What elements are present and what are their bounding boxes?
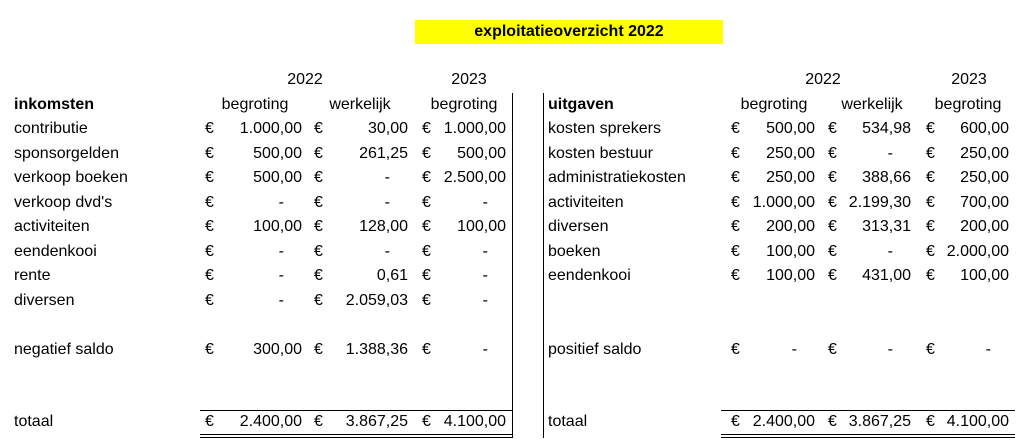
right-currency-symbol: € [828, 144, 837, 162]
right-row-label: positief saldo [548, 341, 642, 358]
left-amount-cell: - [278, 242, 284, 260]
right-amount-cell: 100,00 [960, 267, 1009, 284]
right-currency-symbol: € [828, 267, 837, 284]
left-currency-symbol: € [314, 413, 323, 430]
left-currency-symbol: € [205, 193, 214, 211]
right-currency-symbol: € [926, 218, 935, 235]
right-currency-symbol: € [828, 193, 837, 211]
left-amount-cell: - [278, 267, 284, 284]
left-row-label: totaal [14, 413, 54, 430]
left-total-top-border [200, 410, 513, 411]
right-amount-cell: 700,00 [960, 193, 1009, 211]
right-amount-cell: - [791, 341, 797, 358]
right-amount-cell: 500,00 [766, 120, 815, 137]
left-amount-cell: 500,00 [457, 144, 506, 162]
left-amount-cell: 261,25 [359, 144, 408, 162]
left-currency-symbol: € [314, 169, 323, 186]
left-currency-symbol: € [422, 413, 431, 430]
right-amount-cell: - [887, 144, 893, 162]
left-currency-symbol: € [314, 291, 323, 309]
left-amount-cell: 300,00 [253, 341, 302, 358]
left-row-label: activiteiten [14, 218, 90, 235]
left-currency-symbol: € [314, 267, 323, 284]
left-amount-cell: - [384, 169, 390, 186]
right-amount-cell: 431,00 [862, 267, 911, 284]
right-currency-symbol: € [828, 413, 837, 430]
left-currency-symbol: € [422, 218, 431, 235]
left-currency-symbol: € [314, 218, 323, 235]
right-amount-cell: - [887, 242, 893, 260]
right-amount-cell: 100,00 [766, 242, 815, 260]
left-amount-cell: - [278, 193, 284, 211]
left-amount-cell: 1.000,00 [443, 120, 506, 137]
left-currency-symbol: € [205, 341, 214, 358]
right-currency-symbol: € [731, 193, 740, 211]
left-column-header: werkelijk [329, 96, 391, 113]
right-amount-cell: 200,00 [960, 218, 1009, 235]
left-currency-symbol: € [205, 267, 214, 284]
right-amount-cell: 1.000,00 [752, 193, 815, 211]
left-year-label: 2022 [287, 71, 323, 88]
right-year-label: 2023 [951, 71, 987, 88]
right-currency-symbol: € [828, 242, 837, 260]
right-total-top-border [721, 410, 1015, 411]
right-amount-cell: 100,00 [766, 267, 815, 284]
right-amount-cell: - [887, 341, 893, 358]
right-currency-symbol: € [926, 242, 935, 260]
left-column-header: begroting [430, 96, 498, 113]
right-amount-cell: 534,98 [862, 120, 911, 137]
left-currency-symbol: € [422, 144, 431, 162]
right-currency-symbol: € [731, 218, 740, 235]
left-amount-cell: 1.000,00 [239, 120, 302, 137]
left-currency-symbol: € [205, 242, 214, 260]
right-amount-cell: 250,00 [766, 144, 815, 162]
right-row-label: kosten sprekers [548, 120, 661, 137]
right-total-double-underline-1 [721, 434, 1015, 435]
left-currency-symbol: € [422, 169, 431, 186]
left-amount-cell: 100,00 [457, 218, 506, 235]
left-column-header: begroting [221, 96, 289, 113]
right-row-label: eendenkooi [548, 267, 631, 284]
right-row-label: diversen [548, 218, 609, 235]
right-amount-cell: 250,00 [766, 169, 815, 186]
right-column-header: begroting [740, 96, 808, 113]
left-row-label: sponsorgelden [14, 144, 119, 162]
left-currency-symbol: € [422, 193, 431, 211]
left-year-label: 2023 [451, 71, 487, 88]
right-currency-symbol: € [731, 242, 740, 260]
right-amount-cell: 4.100,00 [946, 413, 1009, 430]
right-column-header: werkelijk [841, 96, 903, 113]
right-currency-symbol: € [731, 413, 740, 430]
right-row-label: kosten bestuur [548, 144, 653, 162]
left-currency-symbol: € [422, 120, 431, 137]
left-row-label: verkoop boeken [14, 169, 128, 186]
right-amount-cell: 2.000,00 [946, 242, 1009, 260]
left-amount-cell: 1.388,36 [345, 341, 408, 358]
left-amount-cell: 3.867,25 [345, 413, 408, 430]
right-currency-symbol: € [731, 341, 740, 358]
left-amount-cell: - [482, 341, 488, 358]
left-currency-symbol: € [314, 193, 323, 211]
left-currency-symbol: € [205, 120, 214, 137]
left-section-header: inkomsten [14, 96, 95, 113]
left-currency-symbol: € [314, 120, 323, 137]
left-amount-cell: 0,61 [376, 267, 408, 284]
right-amount-cell: 3.867,25 [848, 413, 911, 430]
right-total-double-underline-2 [721, 437, 1015, 438]
left-amount-cell: - [384, 242, 390, 260]
left-row-label: rente [14, 267, 51, 284]
left-table-right-border [512, 93, 513, 438]
right-currency-symbol: € [926, 169, 935, 186]
left-currency-symbol: € [205, 144, 214, 162]
left-total-double-underline-1 [200, 434, 513, 435]
left-row-label: eendenkooi [14, 242, 97, 260]
left-currency-symbol: € [314, 242, 323, 260]
right-column-header: begroting [934, 96, 1002, 113]
left-currency-symbol: € [314, 341, 323, 358]
right-currency-symbol: € [828, 120, 837, 137]
left-amount-cell: 100,00 [253, 218, 302, 235]
left-amount-cell: 2.500,00 [443, 169, 506, 186]
left-amount-cell: - [482, 193, 488, 211]
right-section-header: uitgaven [548, 96, 614, 113]
page-title: exploitatieoverzicht 2022 [415, 20, 723, 44]
right-currency-symbol: € [731, 144, 740, 162]
left-currency-symbol: € [205, 218, 214, 235]
right-currency-symbol: € [731, 120, 740, 137]
left-currency-symbol: € [205, 291, 214, 309]
left-amount-cell: 500,00 [253, 169, 302, 186]
left-amount-cell: - [384, 193, 390, 211]
right-amount-cell: 2.400,00 [752, 413, 815, 430]
right-currency-symbol: € [828, 169, 837, 186]
right-currency-symbol: € [926, 413, 935, 430]
left-currency-symbol: € [422, 341, 431, 358]
left-currency-symbol: € [422, 267, 431, 284]
right-row-label: boeken [548, 242, 601, 260]
left-currency-symbol: € [205, 413, 214, 430]
left-amount-cell: 2.059,03 [345, 291, 408, 309]
left-row-label: diversen [14, 291, 75, 309]
left-amount-cell: - [482, 242, 488, 260]
right-currency-symbol: € [731, 267, 740, 284]
left-amount-cell: - [482, 267, 488, 284]
right-amount-cell: 2.199,30 [848, 193, 911, 211]
right-amount-cell: 200,00 [766, 218, 815, 235]
right-currency-symbol: € [828, 341, 837, 358]
right-currency-symbol: € [926, 193, 935, 211]
right-amount-cell: 250,00 [960, 169, 1009, 186]
right-row-label: activiteiten [548, 193, 624, 211]
left-amount-cell: 2.400,00 [239, 413, 302, 430]
right-currency-symbol: € [828, 218, 837, 235]
right-table-left-border [543, 93, 544, 438]
right-amount-cell: - [985, 341, 991, 358]
left-amount-cell: - [482, 291, 488, 309]
left-currency-symbol: € [422, 291, 431, 309]
right-amount-cell: 388,66 [862, 169, 911, 186]
right-currency-symbol: € [731, 169, 740, 186]
right-amount-cell: 250,00 [960, 144, 1009, 162]
left-row-label: negatief saldo [14, 341, 114, 358]
right-amount-cell: 313,31 [862, 218, 911, 235]
left-amount-cell: 500,00 [253, 144, 302, 162]
right-currency-symbol: € [926, 267, 935, 284]
left-row-label: verkoop dvd's [14, 193, 113, 211]
right-currency-symbol: € [926, 341, 935, 358]
left-amount-cell: 30,00 [367, 120, 408, 137]
right-row-label: totaal [548, 413, 588, 430]
right-currency-symbol: € [926, 120, 935, 137]
left-row-label: contributie [14, 120, 88, 137]
right-row-label: administratiekosten [548, 169, 686, 186]
left-currency-symbol: € [422, 242, 431, 260]
right-currency-symbol: € [926, 144, 935, 162]
left-currency-symbol: € [205, 169, 214, 186]
left-currency-symbol: € [314, 144, 323, 162]
right-year-label: 2022 [805, 71, 841, 88]
right-amount-cell: 600,00 [960, 120, 1009, 137]
left-amount-cell: - [278, 291, 284, 309]
left-amount-cell: 128,00 [359, 218, 408, 235]
left-amount-cell: 4.100,00 [443, 413, 506, 430]
left-total-double-underline-2 [200, 437, 513, 438]
